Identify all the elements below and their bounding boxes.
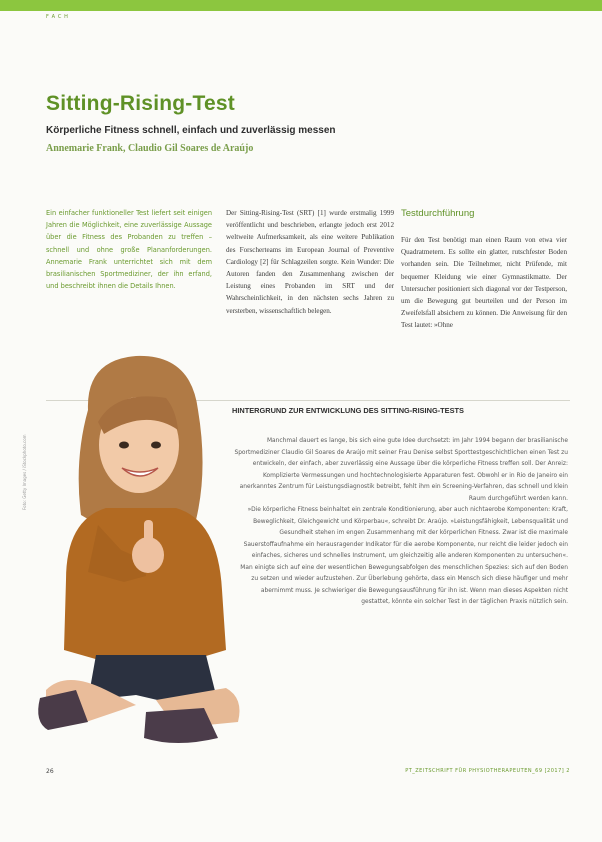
- top-accent-bar: [0, 0, 602, 11]
- intro-text: Ein einfacher funktioneller Test liefert seit einigen Jahren die Möglichkeit, eine zuverlässige Aussage über die Fitness des Probanden zu treffen – schnell und ohne große Plananforderungen. Annemarie Frank unterrichtet sich mit dem brasilianischen Sportmediziner, der ihn erfand, und beschreibt ihnen die Details Ihnen.: [46, 209, 212, 291]
- page-number: 26: [46, 768, 54, 775]
- thumb-shape: [144, 520, 153, 544]
- box-paragraph: Man einigte sich auf eine der wesentlichen Bewegungsabfolgen des menschlichen Spezies: sich auf den Boden zu setzen und wieder aufzustehen. Zur Überlebung gehörte, dass ein Mensch sich diese häufiger und mehr abernimmt muss. Je schwieriger die Bewegungsausführung für ihn ist. Wenn man dieses Aspekten nicht gestattet, könnte ein solcher Test in der täglichen Praxis nützlich sein.: [240, 564, 568, 605]
- article-authors: Annemarie Frank, Claudio Gil Soares de Araújo: [46, 143, 254, 154]
- right-eye: [151, 442, 161, 449]
- box-paragraph: Manchmal dauert es lange, bis sich eine gute Idee durchsetzt: im Jahr 1994 begann der brasilianische Sportmediziner Claudio Gil Soares de Araújo mit seiner Frau Denise selbst Sporttestgeschichtlichen einen Test zu entwickeln, der einfach, aber zuverlässig eine Aussage über die körperliche Fitness treffen soll. Der Anreiz: Komplizierte Vermessungen und hochtechnologisierte Apparaturen fest. Obwohl er in Rio de Janeiro ein anerkanntes Zentrum für Leistungsdiagnostik betreibt, fehlt ihm ein Screening-Verfahren, das schnell und klein Raum durchgeführt werden kann.: [234, 438, 568, 502]
- column-3-heading: Testdurchführung: [401, 208, 475, 219]
- section-label: F A C H: [46, 14, 69, 20]
- photo-credit: Foto: Getty Images / iStockphoto.com: [22, 434, 27, 510]
- box-heading: HINTERGRUND ZUR ENTWICKLUNG DES SITTING-RISING-TESTS: [232, 406, 464, 415]
- article-subtitle: Körperliche Fitness schnell, einfach und zuverlässig messen: [46, 125, 336, 136]
- left-eye: [119, 442, 129, 449]
- article-title: Sitting-Rising-Test: [46, 92, 235, 115]
- column-3-text: Für den Test benötigt man einen Raum von etwa vier Quadratmetern. Es sollte ein glatter, rutschfester Boden vorhanden sein. Die Teilnehmer, nicht Prüfende, mit bequemer Kleidung wie einer Gymnastikmatte. Der Untersucher positioniert sich diagonal vor der Testperson, um die Bewegung gut beurteilen und der Person im Zweifelsfall absichern zu können. Die Anweisung für den Test lautet: »Ohne: [401, 236, 567, 330]
- child-photo: [26, 350, 248, 750]
- footer-journal: PT_ZEITSCHRIFT FÜR PHYSIOTHERAPEUTEN_69 [2017] 2: [405, 768, 570, 774]
- column-2-text: Der Sitting-Rising-Test (SRT) [1] wurde erstmalig 1999 veröffentlicht und beschrieben, erlangte jedoch erst 2012 weltweite Aufmerksamkeit, als eine weitere Publikation des Forscherteams im European Journal of Preventive Cardiology [2] für Schlagzeilen sorgte. Kein Wunder: Die Autoren fanden den Zusammenhang zwischen der Leistung eines Probanden im SRT und der Wahrscheinlichkeit, in den nächsten sechs Jahren zu versterben, wissenschaftlich belegen.: [226, 209, 394, 315]
- box-body: [232, 436, 568, 609]
- box-paragraph: »Die körperliche Fitness beinhaltet ein zentrale Konditionierung, aber auch nichtaerobe Komponenten: Kraft, Beweglichkeit, Gleichgewicht und Körperbau«, schreibt Dr. Araújo. »Leistungsfähigkeit, Lebensqualität und Gesundheit stehen im engen Zusammenhang mit der körperlichen Fitness. Zwar ist die maximale Sauerstoffaufnahme ein herausragender Indikator für die aerobe Komponente, nur reicht die leider jedoch ein einfaches, sicheres und schnelles Instrument, um gleichzeitig alle anderen Komponenten zu untersuchen«.: [243, 507, 568, 559]
